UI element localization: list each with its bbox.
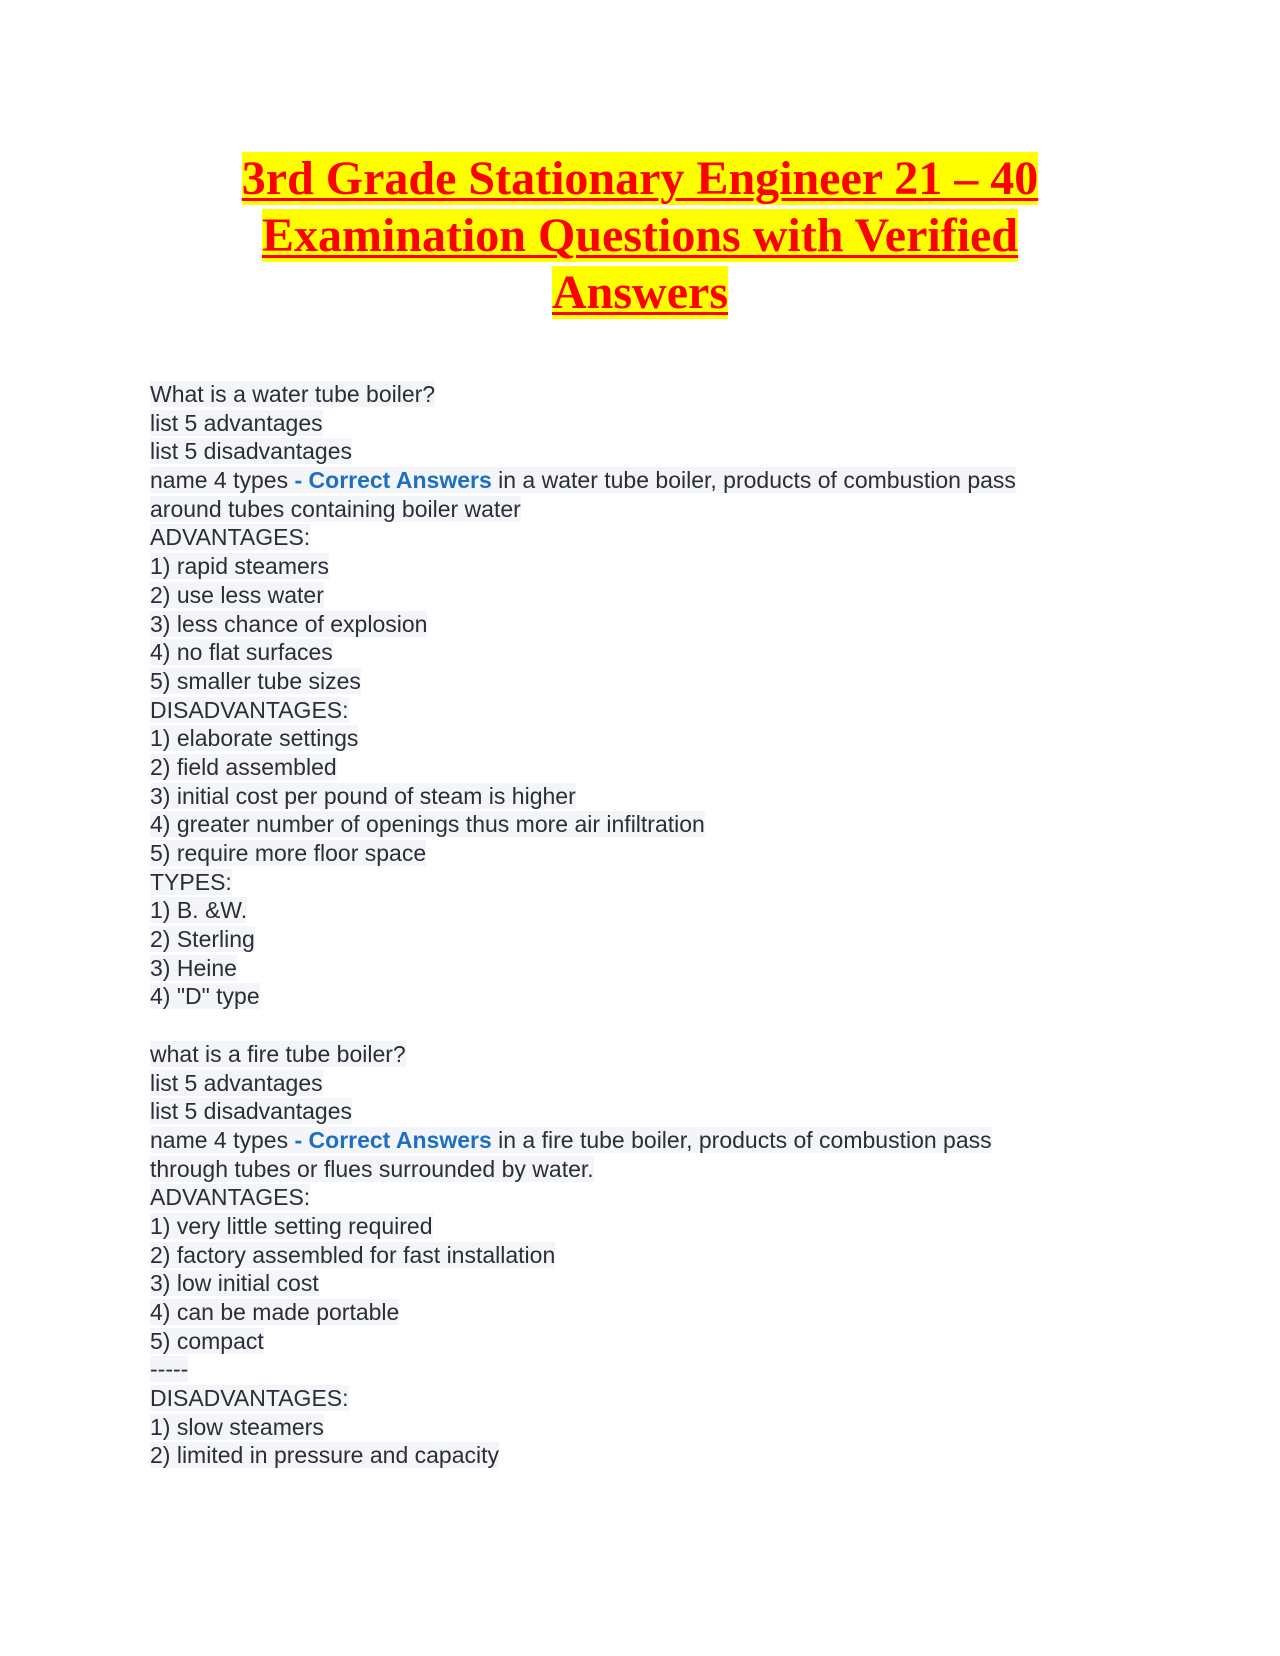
separator-dashes: -----: [150, 1356, 189, 1383]
answer-list-item: 3) initial cost per pound of steam is higher: [150, 782, 576, 809]
answer-list-item: 1) slow steamers: [150, 1413, 324, 1440]
question-line: list 5 advantages: [150, 1069, 323, 1096]
answer-list-item: 5) smaller tube sizes: [150, 667, 361, 694]
question-line: list 5 disadvantages: [150, 438, 353, 465]
question-prompt-end: name 4 types: [150, 1126, 289, 1153]
answer-heading: DISADVANTAGES:: [150, 1385, 349, 1412]
answer-heading: ADVANTAGES:: [150, 1184, 311, 1211]
answer-heading: ADVANTAGES:: [150, 524, 311, 551]
answer-start: in a fire tube boiler, products of combustion pass: [491, 1126, 992, 1153]
title-line-2: Examination Questions with Verified: [261, 209, 1019, 262]
answer-list-item: 5) require more floor space: [150, 840, 427, 866]
question-prompt-end: name 4 types: [150, 467, 289, 494]
correct-answers-marker: - Correct Answers: [294, 467, 492, 494]
document-title: [150, 150, 1130, 321]
answer-list-item: 1) rapid steamers: [150, 553, 329, 580]
answer-heading: TYPES:: [150, 868, 232, 895]
answer-list-item: 5) compact: [150, 1327, 264, 1354]
answer-list-item: 4) can be made portable: [150, 1299, 400, 1325]
answer-list-item: 4) "D" type: [150, 983, 260, 1010]
correct-answers-marker: - Correct Answers: [294, 1126, 492, 1153]
answer-heading: DISADVANTAGES:: [150, 696, 349, 723]
answer-list-item: 1) B. &W.: [150, 897, 248, 924]
document-body: [150, 380, 1110, 1470]
question-block-fire-tube: [150, 1040, 1110, 1470]
answer-list-item: 3) Heine: [150, 954, 237, 981]
question-answer-line: [150, 466, 1110, 495]
question-answer-line: [150, 1126, 1110, 1155]
answer-line: around tubes containing boiler water: [150, 495, 521, 522]
blank-line: [150, 1011, 1110, 1040]
answer-list-item: 2) factory assembled for fast installation: [150, 1241, 556, 1268]
answer-line: through tubes or flues surrounded by water.: [150, 1155, 594, 1182]
answer-list-item: 4) greater number of openings thus more air infiltration: [150, 811, 705, 838]
answer-list-item: 2) limited in pressure and capacity: [150, 1442, 499, 1469]
answer-list-item: 2) field assembled: [150, 753, 337, 780]
answer-list-item: 2) Sterling: [150, 926, 255, 953]
question-line: what is a fire tube boiler?: [150, 1040, 406, 1067]
answer-list-item: 1) elaborate settings: [150, 725, 359, 752]
answer-list-item: 3) low initial cost: [150, 1270, 319, 1297]
answer-start: in a water tube boiler, products of combustion pass: [491, 467, 1016, 494]
title-line-3: Answers: [552, 266, 728, 319]
answer-list-item: 3) less chance of explosion: [150, 610, 428, 637]
question-block-water-tube: [150, 380, 1110, 1011]
question-line: What is a water tube boiler?: [150, 381, 436, 407]
question-line: list 5 disadvantages: [150, 1098, 353, 1125]
answer-list-item: 1) very little setting required: [150, 1212, 433, 1239]
title-line-1: 3rd Grade Stationary Engineer 21 – 40: [241, 152, 1039, 205]
answer-list-item: 4) no flat surfaces: [150, 639, 333, 666]
answer-list-item: 2) use less water: [150, 581, 324, 608]
question-line: list 5 advantages: [150, 409, 323, 436]
